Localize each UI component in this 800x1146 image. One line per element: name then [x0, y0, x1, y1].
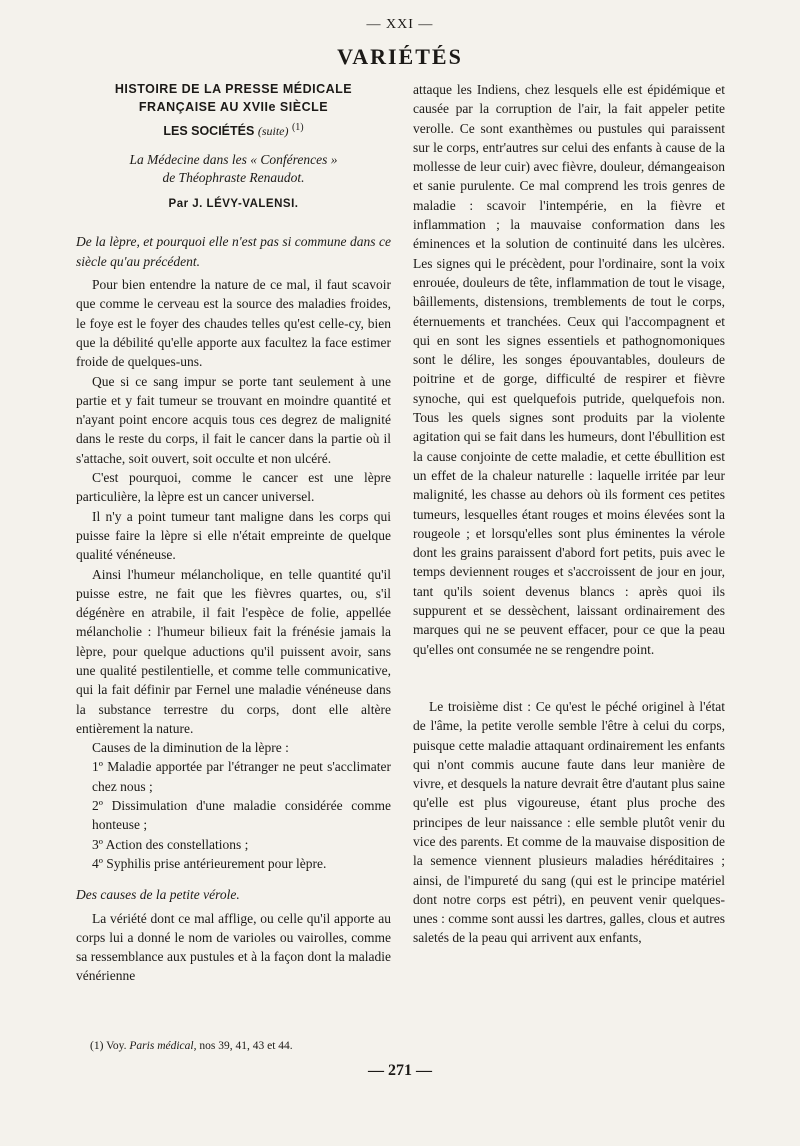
footnote-ref: (1) [291, 122, 304, 133]
paragraph: Pour bien entendre la nature de ce mal, il faut scavoir que comme le cerveau est la source des maladies froides, le foye est le foyer des chaudes telles qu'est celle-cy, bien que la débilité qu'elle apporte aux facultez la face estimer froide de quelques-uns. [76, 277, 391, 370]
causes-intro: Causes de la diminution de la lèpre : [92, 740, 289, 756]
roman-page-numeral: — XXI — [366, 17, 434, 32]
paragraph: Le troisième dist : Ce qu'est le péché originel à l'état de l'âme, la petite verolle semble l'être à celui du corps, puisque cette maladie attaquant ordinairement les enfants qui n'ont commis aucune faute dans leur manière de vivre, et desquels la nature devrait être d'autant plus saine qu'elle est plus vigoureuse, étant plus proche des principes de leur naissance : elle semble plutôt venir du vice des parents. Et comme de la mauvaise disposition de la semence viennent plusieurs maladies héréditaires ; ainsi, de l'impureté du sang (qui est le principe matériel dont notre corps est pétri), en peuvent venir quelques-unes : comme sont aussi les dartres, galles, clous et autres saletés de la peau qui arrivent aux enfants, [413, 698, 725, 946]
article-header [76, 80, 391, 141]
paragraph: Que si ce sang impur se porte tant seulement à une partie et y fait tumeur se trouvant en moindre quantité et n'ayant point encore acquis tous ces degrez de malignité dans le reste du corps, il fait le cancer dans la partie où il s'attache, soit ouvert, soit occulte et non ulcéré. [76, 373, 391, 466]
subheading-lepre: De la lèpre, et pourquoi elle n'est pas si commune dans ce siècle qu'au précédent. [76, 234, 391, 269]
article-title-line1: HISTOIRE DE LA PRESSE MÉDICALE [114, 82, 353, 96]
cause-item: 1º Maladie apportée par l'étranger ne peut s'acclimater chez nous ; [92, 759, 391, 794]
subtitle-line2: de Théophraste Renaudot. [162, 170, 305, 186]
subtitle-line1: La Médecine dans les « Conférences » [129, 152, 338, 168]
left-column [76, 80, 391, 986]
cause-item: 2º Dissimulation d'une maladie considérée comme honteuse ; [92, 798, 391, 833]
subheading-petite-verole: Des causes de la petite vérole. [76, 887, 240, 903]
footnote-refs: nos 39, 41, 43 et 44. [199, 1040, 293, 1052]
paragraph: C'est pourquoi, comme le cancer est une lèpre particulière, la lèpre est un cancer universel. [76, 470, 391, 505]
cause-item: 3º Action des constellations ; [92, 836, 249, 852]
paragraph: Il n'y a point tumeur tant maligne dans les corps qui puisse faire la lèpre si elle n'était empreinte de quelque qualité vénéneuse. [76, 508, 391, 563]
paragraph: La vériété dont ce mal afflige, ou celle qu'il apporte au corps lui a donné le nom de varioles ou vairolles, comme sa ressemblance aux pustules et à la façon dont la maladie vénérienne [76, 910, 391, 984]
paragraph: attaque les Indiens, chez lesquels elle est épidémique et causée par la corruption de l'air, la fait appeler petite verolle. Ce sont exanthèmes ou pustules qui paraissent sur le corps, entr'autres sur celui des enfants à cause de la mollesse de leur cuir) avec fièvre, douleur, démangeaison et sanie purulente. Ce mal comprend les trois genres de maladie : scavoir l'intempérie, en la fièvre et inflammation ; la mauvaise conformation dans les éminences et la solution de continuité dans les ulcères. Les signes qui le précèdent, pour l'ordinaire, sont la voix enrouée, douleurs de tête, inflammation de tout le visage, bâillements, distensions, tremblements de tout le corps, éternuements et tranchées. Ceux qui l'accompagnent et qui en sont les signes essentiels et pathognomoniques sont le délire, les songes épouvantables, douleurs de poitrine et de gorge, difficulté de respirer et fièvre synoche, qui est quelquefois putride, quelquefois non. Tous les quels signes sont produits par la violente agitation qui se fait dans les humeurs, dont l'ébullition est la cause conjointe de cette maladie, et cette ébullition est un effet de la chaleur naturelle : laquelle irritée par leur malignité, les chasse au dehors où ils forment ces petites tumeurs, lesquelles étant rouges et moins élevées sont la rougeole ; et lorsqu'elles sont plus éminentes la vérole dont les grains paraissent d'abord fort petits, puis avec le temps deviennent rouges et s'accroissent de jour en jour, tant qu'ils soient devenus blancs : après quoi ils suppurent et se dessèchent, laissant ordinairement des marques qui ne se peuvent effacer, pour ce que la peau qu'elles ont consumée ne se rengendre point. [413, 82, 725, 657]
article-title-suite: (suite) [257, 124, 289, 139]
article-author: Par J. LÉVY-VALENSI. [168, 198, 299, 211]
paragraph: Ainsi l'humeur mélancholique, en telle quantité qu'il puisse estre, ne fait que les fièvres quartes, ou, s'il dégénère en atrabile, il fait l'espèce de folie, appellée mélancholie : l'humeur bilieux fait la frénésie jamais la lèpre, pour quelque aductions qu'il puissent avoir, sans une qualité pestilentielle, et comme telle communicative, qui la fait définir par Fernel une maladie vénéneuse dans la substance terrestre du corps, dont elle altère entièrement la nature. [76, 566, 391, 736]
article-title-line2: FRANÇAISE AU XVIIe SIÈCLE [138, 100, 329, 114]
article-title-line3 [76, 118, 391, 141]
section-title: VARIÉTÉS [337, 44, 463, 69]
footnote [90, 1040, 293, 1052]
paragraph-gap [413, 659, 725, 697]
article-title-societes: LES SOCIÉTÉS [163, 124, 255, 139]
article-subtitle [76, 151, 391, 187]
page-number: — 271 — [368, 1062, 432, 1079]
right-column [413, 80, 725, 948]
cause-item: 4º Syphilis prise antérieurement pour lèpre. [92, 855, 327, 871]
footnote-marker: (1) Voy. [90, 1040, 127, 1052]
footnote-journal: Paris médical, [129, 1040, 197, 1052]
